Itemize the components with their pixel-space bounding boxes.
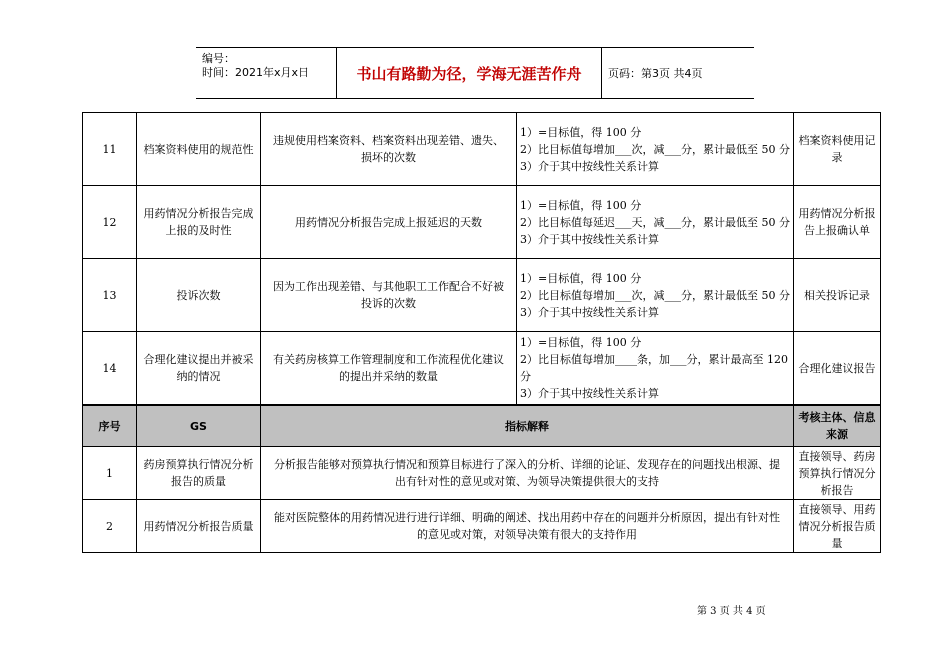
motto: 书山有路勤为径，学海无涯苦作舟 [337,48,602,98]
row-number: 14 [83,332,137,406]
data-source: 合理化建议报告 [794,332,881,406]
table-row [83,259,881,332]
indicator-definition: 违规使用档案资料、档案资料出现差错、遗失、损坏的次数 [261,113,517,186]
gs-name: 药房预算执行情况分析报告的质量 [137,447,261,500]
row-number: 2 [83,500,137,553]
data-source: 相关投诉记录 [794,259,881,332]
table-row [83,113,881,186]
table-row [83,447,881,500]
indicator-definition: 有关药房核算工作管理制度和工作流程优化建议的提出并采纳的数量 [261,332,517,406]
scoring-rule-line: 3）介于其中按线性关系计算 [520,387,659,400]
indicator-definition: 用药情况分析报告完成上报延迟的天数 [261,186,517,259]
indicator-explanation: 分析报告能够对预算执行情况和预算目标进行了深入的分析、详细的论证、发现存在的问题找出根源、提出有针对性的意见或对策、为领导决策提供很大的支持 [261,447,794,500]
scoring-rule [517,259,794,332]
scoring-rule [517,186,794,259]
scoring-rule-line: 1）=目标值，得 100 分 [520,125,642,139]
scoring-rule-line: 1）=目标值，得 100 分 [520,271,642,285]
number-label: 编号： [202,52,235,65]
header-source: 考核主体、信息来源 [794,405,881,447]
scoring-rule [517,332,794,406]
scoring-rule-line: 1）=目标值，得 100 分 [520,336,642,349]
indicator-definition: 因为工作出现差错、与其他职工工作配合不好被投诉的次数 [261,259,517,332]
scoring-rule-line: 3）介于其中按线性关系计算 [520,159,659,173]
data-source: 用药情况分析报告上报确认单 [794,186,881,259]
header-no: 序号 [83,405,137,447]
row-number: 12 [83,186,137,259]
table-row [83,186,881,259]
row-number: 13 [83,259,137,332]
table-row [83,500,881,553]
indicator-name: 用药情况分析报告完成上报的及时性 [137,186,261,259]
scoring-rule-line: 2）比目标值每增加____条，加___分，累计最高至 120 分 [520,353,788,383]
indicator-name: 合理化建议提出并被采纳的情况 [137,332,261,406]
gs-name: 用药情况分析报告质量 [137,500,261,553]
scoring-rule-line: 2）比目标值每增加___次，减___分，累计最低至 50 分 [520,142,790,156]
time-label: 时间：2021年x月x日 [202,66,310,79]
kpi-table [82,112,881,553]
scoring-rule-line: 2）比目标值每增加___次，减___分，累计最低至 50 分 [520,288,790,302]
scoring-rule-line: 2）比目标值每延迟___天，减___分，累计最低至 50 分 [520,215,790,229]
scoring-rule-line: 1）=目标值，得 100 分 [520,198,642,212]
header-explain: 指标解释 [261,405,794,447]
row-number: 1 [83,447,137,500]
indicator-name: 档案资料使用的规范性 [137,113,261,186]
header-info [196,48,337,98]
header-gs: GS [137,405,261,447]
page-header [196,47,754,99]
indicator-explanation: 能对医院整体的用药情况进行进行详细、明确的阐述、找出用药中存在的问题并分析原因，提出有针对性的意见或对策，对领导决策有很大的支持作用 [261,500,794,553]
table-header-row [83,405,881,447]
scoring-rule-line: 3）介于其中按线性关系计算 [520,305,659,319]
row-number: 11 [83,113,137,186]
table-row [83,332,881,406]
page-label: 页码：第3页 共4页 [608,67,703,80]
data-source: 档案资料使用记录 [794,113,881,186]
assessment-source: 直接领导、药房预算执行情况分析报告 [794,447,881,500]
assessment-source: 直接领导、用药情况分析报告质量 [794,500,881,553]
scoring-rule-line: 3）介于其中按线性关系计算 [520,232,659,246]
page-footer: 第 3 页 共 4 页 [697,606,766,617]
indicator-name: 投诉次数 [137,259,261,332]
scoring-rule [517,113,794,186]
